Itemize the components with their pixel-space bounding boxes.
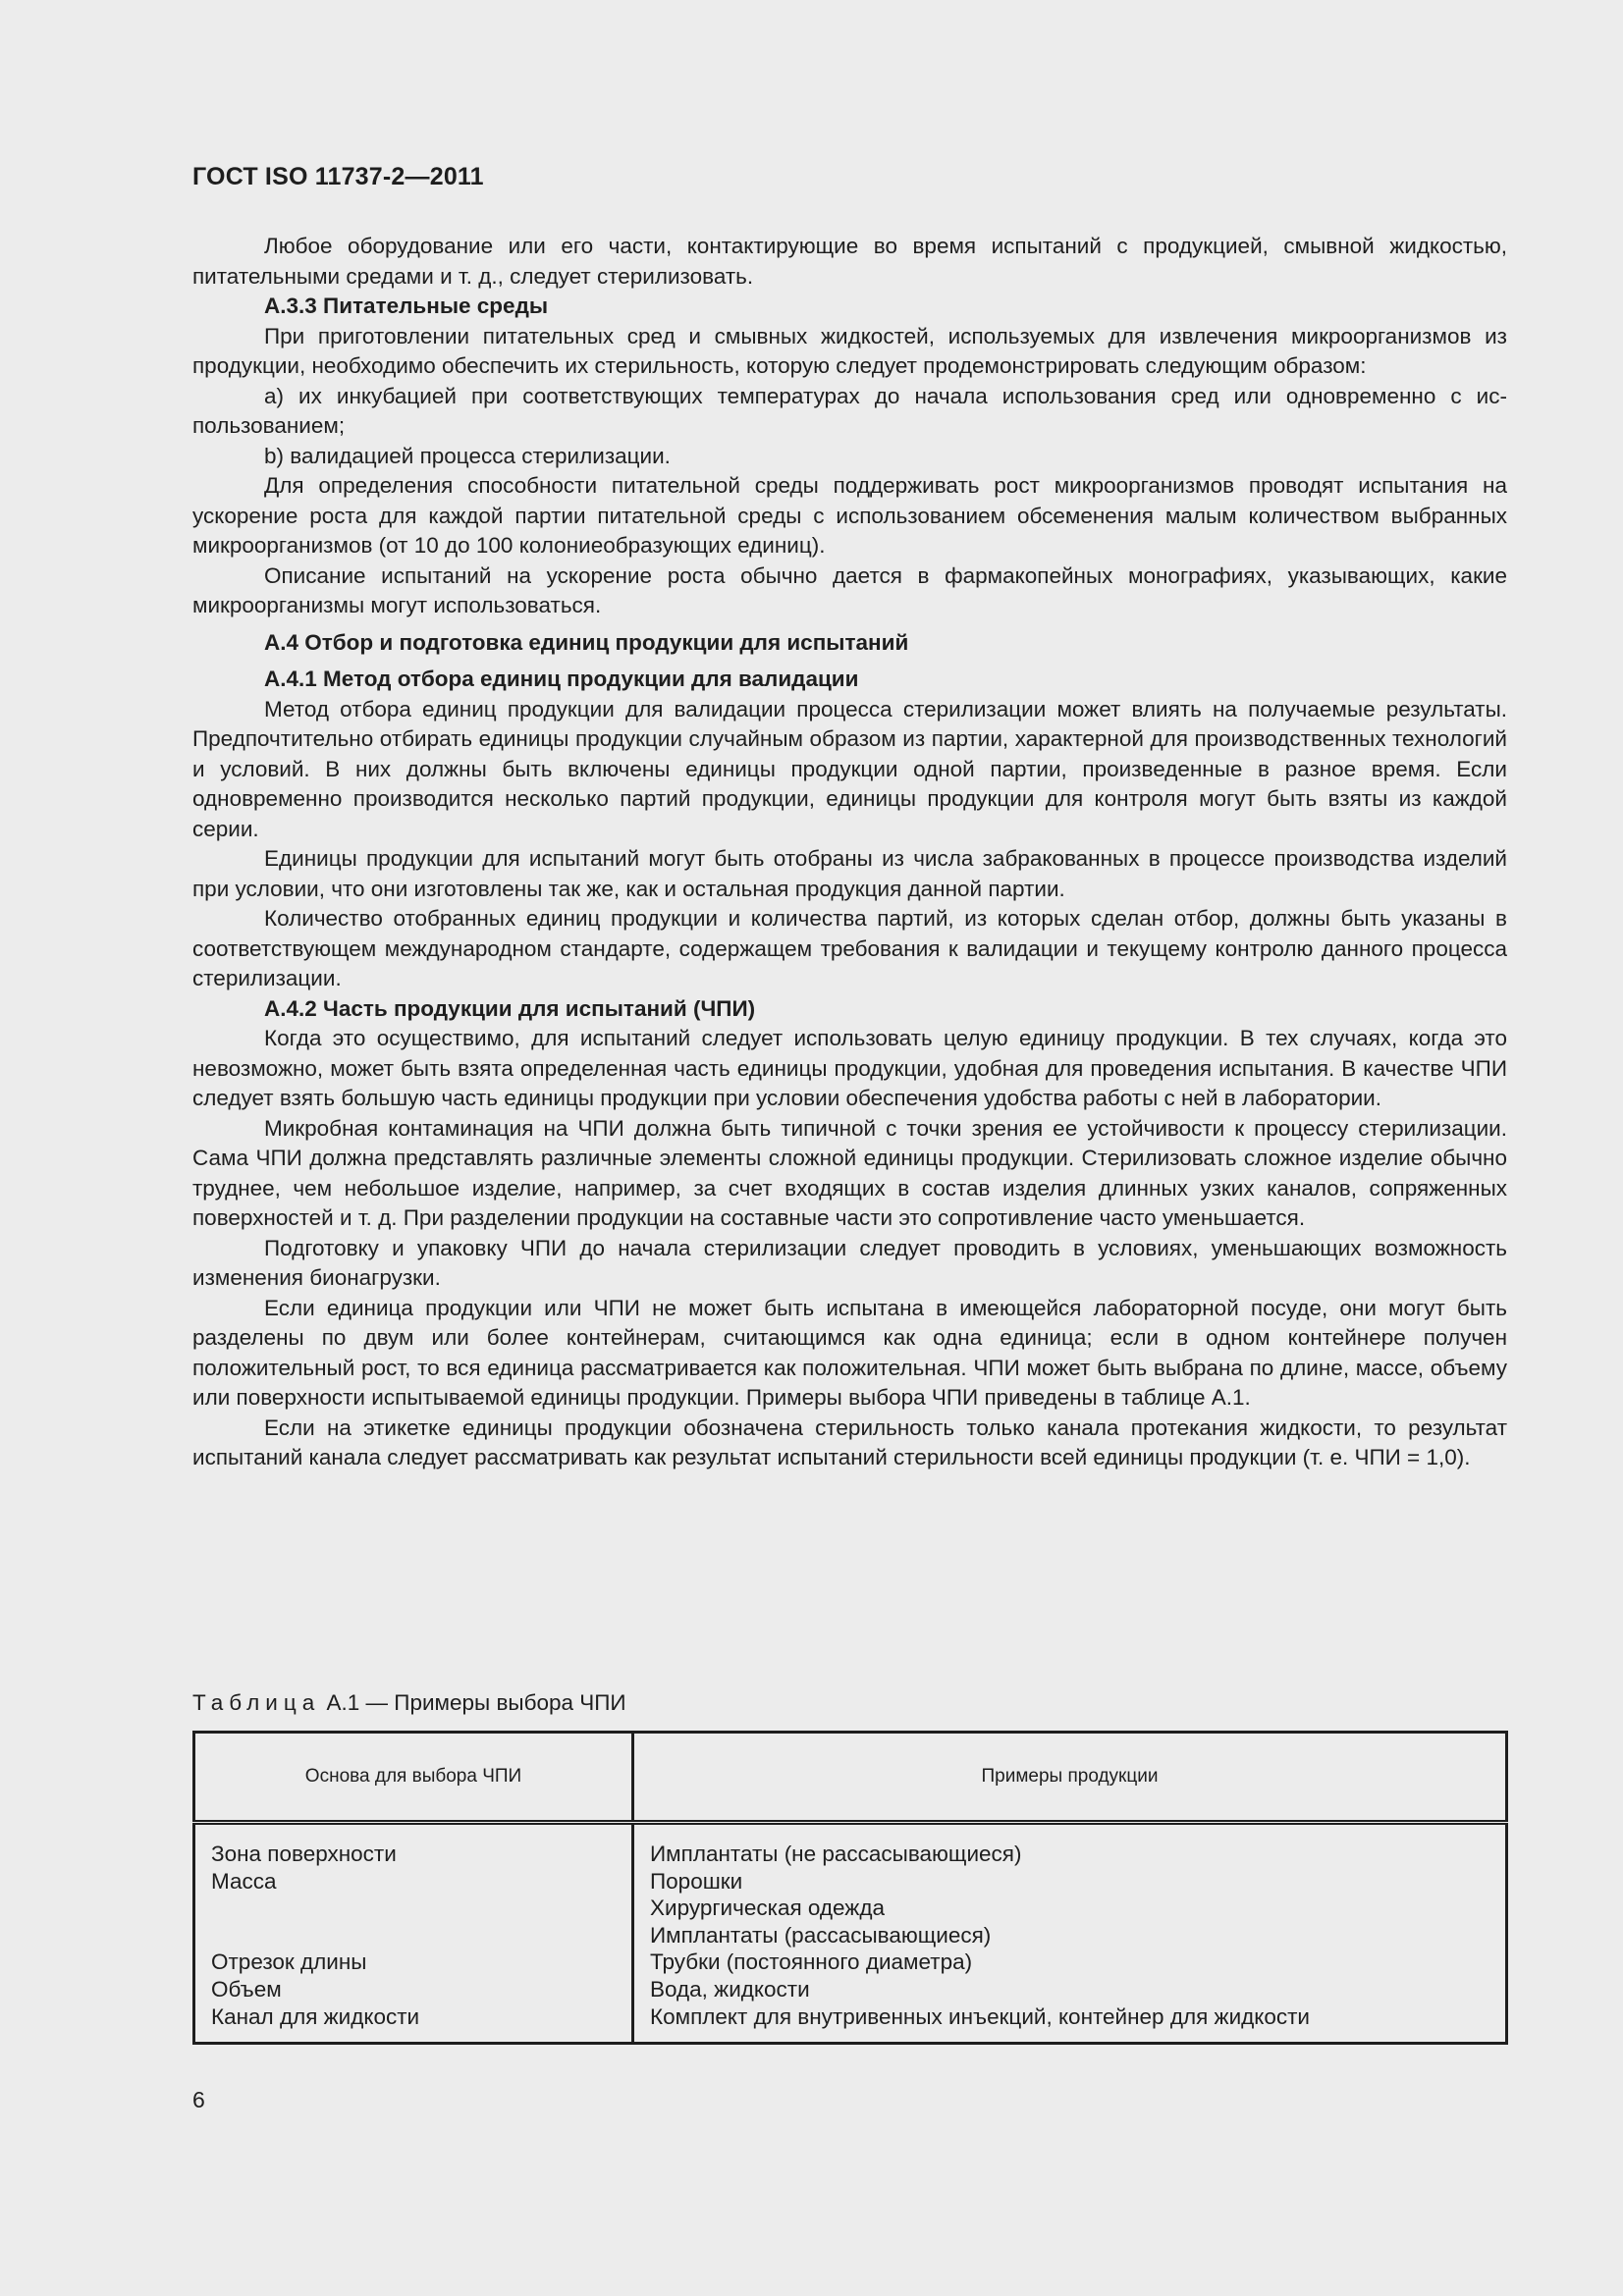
paragraph: Когда это осуществимо, для испытаний следует использовать целую единицу продукции. В тех случаях, когда это невозможно, может быть взята определенная часть единицы продукции, удобная для проведения испытания. В качестве ЧПИ следует взять большую часть единицы продукции при условии обеспечения удобства работы с ней в лаборатории. (192, 1026, 1507, 1110)
table-header-row (194, 1733, 1507, 1823)
cell-line: Имплантаты (рассасывающиеся) (650, 1922, 992, 1948)
cell-line: Имплантаты (не рассасывающиеся) (650, 1842, 1022, 1866)
section-heading-a42: А.4.2 Часть продукции для испытаний (ЧПИ) (264, 995, 756, 1021)
cell-line: Масса (211, 1868, 277, 1894)
document-body (192, 232, 1507, 1473)
section-heading-a4: А.4 Отбор и подготовка единиц продукции для испытаний (264, 629, 909, 655)
table-caption-text: А.1 — Примеры выбора ЧПИ (326, 1690, 626, 1715)
table-caption (192, 1690, 626, 1716)
table-cell-examples (633, 1823, 1507, 2044)
paragraph: Количество отобранных единиц продукции и количества партий, из которых сделан отбор, должны быть указаны в соответствующем международном стандарте, содержащем требования к валидации и текущему контролю данного процесса стерилизации. (192, 906, 1507, 990)
paragraph: Подготовку и упаковку ЧПИ до начала стерилизации следует проводить в условиях, уменьшающих возможность изменения бионагрузки. (192, 1235, 1507, 1290)
cell-line: Хирургическая одежда (650, 1896, 885, 1921)
document-header-title: ГОСТ ISO 11737-2—2011 (192, 163, 484, 190)
paragraph: Метод отбора единиц продукции для валидации процесса стерилизации может влиять на получаемые результаты. Предпочтительно отбирать единицы продукции случайным образом из партии, характерной для производственных технологий и условий. В них должны быть включены единицы продукции одной партии, произведенные в разное время. Если одновременно производится несколько партий продукции, единицы продукции для контроля могут быть взяты из каждой серии. (192, 696, 1507, 841)
section-heading-a33: А.3.3 Питательные среды (264, 294, 549, 318)
paragraph: Если единица продукции или ЧПИ не может быть испытана в имеющейся лабораторной посуде, они могут быть разделены по двум или более контейнерам, считающимся как одна единица; если в одном контейнере получен положительный рост, то вся единица рассматривается как положительная. ЧПИ может быть выбрана по длине, массе, объему или поверхности испытываемой единицы продукции. Примеры выбора ЧПИ приведены в таблице А.1. (192, 1295, 1507, 1410)
column-header-basis: Основа для выбора ЧПИ (194, 1733, 633, 1823)
cell-line: Трубки (постоянного диаметра) (650, 1949, 973, 1975)
paragraph: Для определения способности питательной среды поддерживать рост микроорганизмов проводят испытания на ускорение роста для каждой партии питательной среды с использованием обсеменения малым количеством выбранных микроорганизмов (от 10 до 100 колониеобразующих единиц). (192, 473, 1507, 558)
column-header-examples: Примеры продукции (633, 1733, 1507, 1823)
cell-line: Порошки (650, 1868, 743, 1894)
cell-line: Канал для жидкости (211, 2003, 420, 2029)
list-item-b: b) валидацией процесса стерилизации. (264, 443, 671, 468)
cell-line: Комплект для внутривенных инъекций, контейнер для жидкости (650, 2003, 1311, 2029)
list-item-a: a) их инкубацией при соответствующих температурах до начала использования сред или одновременно с использованием; (192, 383, 1507, 438)
cell-spacer (211, 1895, 616, 1922)
page-number: 6 (192, 2087, 205, 2112)
table-caption-prefix: Таблица (192, 1690, 321, 1715)
paragraph: Любое оборудование или его части, контактирующие во время испытаний с продукцией, смывной жидкостью, питательными средами и т. д., следует стерилизовать. (192, 234, 1507, 289)
table-row (194, 1823, 1507, 2044)
cell-line: Объем (211, 1976, 282, 2002)
paragraph: Единицы продукции для испытаний могут быть отобраны из числа забракованных в процессе производства изделий при условии, что они изготовлены так же, как и остальная продукция данной партии. (192, 846, 1507, 901)
paragraph: При приготовлении питательных сред и смывных жидкостей, используемых для извлечения микроорганизмов из продукции, необходимо обеспечить их стерильность, которую следует продемонстрировать следующим образом: (192, 323, 1507, 378)
cell-line: Зона поверхности (211, 1842, 397, 1866)
cell-line: Отрезок длины (211, 1949, 367, 1975)
table-a1 (192, 1731, 1508, 2045)
section-heading-a41: А.4.1 Метод отбора единиц продукции для валидации (264, 667, 859, 691)
table-cell-basis (194, 1823, 633, 2044)
paragraph: Описание испытаний на ускорение роста обычно дается в фармакопейных монографиях, указывающих, какие микроорганизмы могут использоваться. (192, 562, 1507, 617)
paragraph: Микробная контаминация на ЧПИ должна быть типичной с точки зрения ее устойчивости к процессу стерилизации. Сама ЧПИ должна представлять различные элементы сложной единицы продукции. Стерилизовать сложное изделие обычно труднее, чем небольшое изделие, например, за счет входящих в состав изделия длинных узких каналов, сопряженных поверхностей и т. д. При разделении продукции на составные части это сопротивление часто уменьшается. (192, 1115, 1507, 1230)
cell-spacer (211, 1922, 616, 1949)
cell-line: Вода, жидкости (650, 1976, 810, 2002)
paragraph: Если на этикетке единицы продукции обозначена стерильность только канала протекания жидкости, то результат испытаний канала следует рассматривать как результат испытаний стерильности всей единицы продукции (т. е. ЧПИ = 1,0). (192, 1415, 1507, 1469)
